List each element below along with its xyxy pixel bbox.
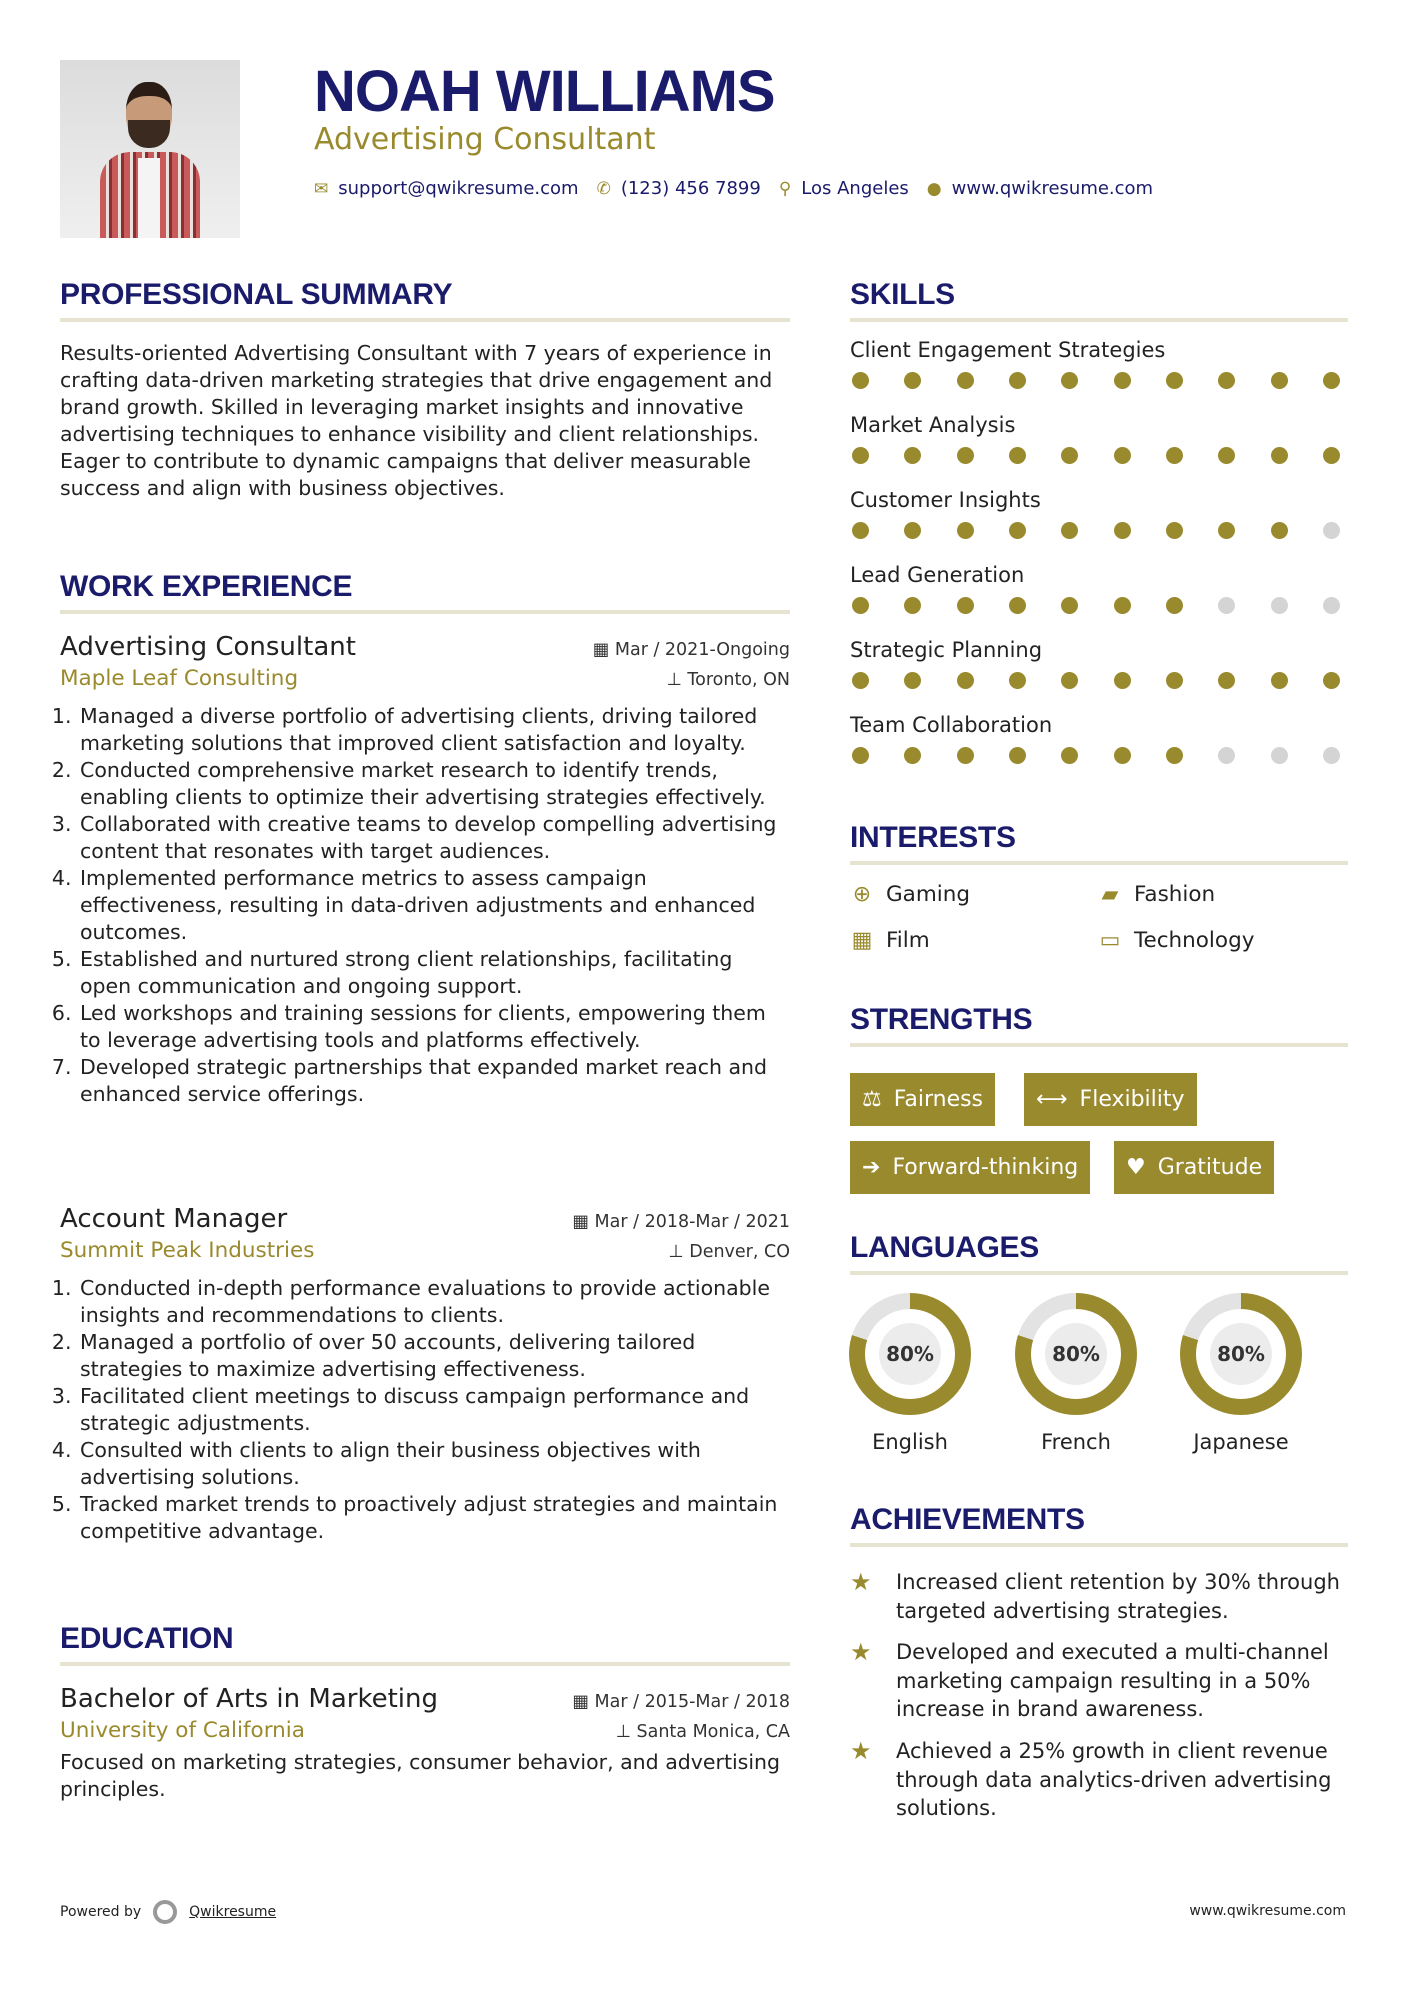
rating-dot <box>1218 372 1235 389</box>
rating-dot <box>957 672 974 689</box>
rating-dot <box>1218 522 1235 539</box>
divider <box>850 1271 1348 1275</box>
skill-rating <box>852 672 1340 689</box>
skill-label: Client Engagement Strategies <box>850 338 1166 362</box>
profile-photo <box>60 60 240 238</box>
divider <box>850 1043 1348 1047</box>
envelope-icon: ✉ <box>314 178 329 199</box>
skill-rating <box>852 747 1340 764</box>
rating-dot <box>1271 672 1288 689</box>
footer-powered-by <box>60 1900 276 1924</box>
strength-badge <box>850 1073 995 1126</box>
language-percent: 80% <box>1045 1323 1107 1385</box>
rating-dot <box>1114 522 1131 539</box>
rating-dot <box>904 597 921 614</box>
rating-dot <box>1114 597 1131 614</box>
interest-label: Gaming <box>886 882 971 907</box>
divider <box>850 861 1348 865</box>
school-name: University of California <box>60 1718 305 1743</box>
rating-dot <box>1009 672 1026 689</box>
arrow-right-icon: ➔ <box>862 1155 881 1180</box>
skill-item <box>850 563 1348 638</box>
section-heading: STRENGTHS <box>850 1003 1033 1036</box>
section-heading: PROFESSIONAL SUMMARY <box>60 278 453 311</box>
rating-dot <box>1218 447 1235 464</box>
rating-dot <box>1323 747 1340 764</box>
rating-dot <box>1009 522 1026 539</box>
strength-badge <box>1024 1073 1197 1126</box>
list-item: 1. Managed a diverse portfolio of advertising clients, driving tailored marketing solutions that improved client satisfaction and loyalty. <box>78 703 790 757</box>
job-duties <box>60 1275 790 1545</box>
skills-list <box>850 338 1348 788</box>
rating-dot <box>852 747 869 764</box>
achievement-item <box>850 1568 1350 1625</box>
rating-dot <box>1271 372 1288 389</box>
language-percent: 80% <box>879 1323 941 1385</box>
laptop-icon: ▭ <box>1099 928 1121 953</box>
skill-rating <box>852 447 1340 464</box>
rating-dot <box>1009 747 1026 764</box>
job-entry <box>60 632 790 1108</box>
phone-icon: ✆ <box>596 178 611 199</box>
interest-gaming <box>850 882 970 907</box>
skills-section <box>850 278 1348 788</box>
divider <box>60 318 790 322</box>
shopping-bag-icon: ▰ <box>1101 882 1119 907</box>
skill-item <box>850 713 1348 788</box>
strength-label: Flexibility <box>1079 1087 1185 1112</box>
rating-dot <box>1009 372 1026 389</box>
footer-url[interactable]: www.qwikresume.com <box>1189 1903 1346 1919</box>
phone-text: (123) 456 7899 <box>620 178 761 199</box>
rating-dot <box>1218 597 1235 614</box>
skill-item <box>850 413 1348 488</box>
language-ring <box>1180 1293 1302 1415</box>
list-item: 3. Facilitated client meetings to discuss campaign performance and strategic adjustments. <box>78 1383 790 1437</box>
skill-rating <box>852 522 1340 539</box>
skill-label: Strategic Planning <box>850 638 1043 662</box>
strength-badge <box>1114 1141 1274 1194</box>
rating-dot <box>1061 522 1078 539</box>
rating-dot <box>1114 372 1131 389</box>
film-icon: ▦ <box>851 928 873 953</box>
education-section <box>60 1622 790 1803</box>
rating-dot <box>904 447 921 464</box>
globe-icon: ● <box>926 178 942 199</box>
list-item: 4. Consulted with clients to align their business objectives with advertising solutions. <box>78 1437 790 1491</box>
list-item: 7. Developed strategic partnerships that expanded market reach and enhanced service offerings. <box>78 1054 790 1108</box>
rating-dot <box>1166 747 1183 764</box>
interest-technology <box>1098 928 1254 953</box>
rating-dot <box>1323 447 1340 464</box>
language-percent: 80% <box>1210 1323 1272 1385</box>
achievement-text: Developed and executed a multi-channel marketing campaign resulting in a 50% increase in brand awareness. <box>896 1640 1329 1721</box>
list-item: 3. Collaborated with creative teams to develop compelling advertising content that resonates with target audiences. <box>78 811 790 865</box>
job-location: Denver, CO <box>689 1242 790 1262</box>
strength-badge <box>850 1141 1090 1194</box>
job-date: Mar / 2018-Mar / 2021 <box>594 1212 790 1232</box>
job-title: Advertising Consultant <box>60 632 356 662</box>
summary-section <box>60 278 790 502</box>
star-icon: ★ <box>850 1638 872 1666</box>
achievement-text: Achieved a 25% growth in client revenue through data analytics-driven advertising solutions. <box>896 1739 1332 1820</box>
list-item: 5. Tracked market trends to proactively adjust strategies and maintain competitive advantage. <box>78 1491 790 1545</box>
skill-item <box>850 488 1348 563</box>
company-name: Maple Leaf Consulting <box>60 666 299 691</box>
section-heading: SKILLS <box>850 278 955 311</box>
skill-label: Team Collaboration <box>850 713 1053 737</box>
interest-label: Film <box>886 928 930 953</box>
pin-icon: ⊥ <box>666 670 688 690</box>
strength-label: Fairness <box>893 1087 984 1112</box>
rating-dot <box>1218 672 1235 689</box>
list-item: 2. Managed a portfolio of over 50 accounts, delivering tailored strategies to maximize advertising effectiveness. <box>78 1329 790 1383</box>
rating-dot <box>852 672 869 689</box>
rating-dot <box>1061 672 1078 689</box>
company-name: Summit Peak Industries <box>60 1238 315 1263</box>
rating-dot <box>1061 447 1078 464</box>
rating-dot <box>1114 447 1131 464</box>
strengths-section <box>850 1003 1348 1047</box>
divider <box>850 318 1348 322</box>
strength-label: Forward-thinking <box>892 1155 1079 1180</box>
job-location: Toronto, ON <box>687 670 790 690</box>
skill-item <box>850 638 1348 713</box>
interest-label: Technology <box>1134 928 1255 953</box>
rating-dot <box>1166 372 1183 389</box>
rating-dot <box>957 372 974 389</box>
candidate-title: Advertising Consultant <box>314 122 656 157</box>
skill-rating <box>852 597 1340 614</box>
rating-dot <box>1323 522 1340 539</box>
divider <box>60 610 790 614</box>
language-ring <box>1015 1293 1137 1415</box>
rating-dot <box>1271 522 1288 539</box>
rating-dot <box>1271 747 1288 764</box>
divider <box>60 1662 790 1666</box>
rating-dot <box>904 372 921 389</box>
arrows-h-icon: ⟷ <box>1036 1087 1068 1112</box>
rating-dot <box>852 522 869 539</box>
list-item: 6. Led workshops and training sessions for clients, empowering them to leverage advertising tools and platforms effectively. <box>78 1000 790 1054</box>
rating-dot <box>1323 597 1340 614</box>
section-heading: WORK EXPERIENCE <box>60 570 353 603</box>
education-date: Mar / 2015-Mar / 2018 <box>594 1692 790 1712</box>
interest-fashion <box>1098 882 1215 907</box>
strength-label: Gratitude <box>1157 1155 1263 1180</box>
rating-dot <box>1166 672 1183 689</box>
heart-icon: ♥ <box>1126 1155 1146 1180</box>
achievements-section <box>850 1503 1348 1547</box>
job-date: Mar / 2021-Ongoing <box>614 640 790 660</box>
email-link[interactable]: support@qwikresume.com <box>338 178 579 199</box>
list-item: 1. Conducted in-depth performance evaluations to provide actionable insights and recommendations to clients. <box>78 1275 790 1329</box>
language-label: French <box>1041 1430 1111 1454</box>
rating-dot <box>1271 597 1288 614</box>
rating-dot <box>1061 372 1078 389</box>
section-heading: EDUCATION <box>60 1622 234 1655</box>
rating-dot <box>1166 597 1183 614</box>
summary-text: Results-oriented Advertising Consultant with 7 years of experience in crafting data-driven marketing strategies that drive engagement and brand growth. Skilled in leveraging market insights and innovative advertising techniques to enhance visibility and client relationships. Eager to contribute to dynamic campaigns that deliver measurable success and align with business objectives. <box>60 341 773 500</box>
degree-title: Bachelor of Arts in Marketing <box>60 1684 438 1714</box>
balance-scale-icon: ⚖ <box>862 1087 882 1112</box>
education-description: Focused on marketing strategies, consumer behavior, and advertising principles. <box>60 1750 781 1801</box>
calendar-icon: ▦ <box>572 1212 595 1232</box>
skill-item <box>850 338 1348 413</box>
location-text: Los Angeles <box>801 178 909 199</box>
experience-section <box>60 570 790 1108</box>
rating-dot <box>1061 747 1078 764</box>
achievement-text: Increased client retention by 30% through targeted advertising strategies. <box>896 1570 1340 1623</box>
calendar-icon: ▦ <box>572 1692 595 1712</box>
pin-icon: ⊥ <box>615 1722 637 1742</box>
rating-dot <box>1114 747 1131 764</box>
education-location: Santa Monica, CA <box>636 1722 790 1742</box>
candidate-name: NOAH WILLIAMS <box>314 59 775 124</box>
rating-dot <box>1323 372 1340 389</box>
skill-label: Customer Insights <box>850 488 1041 512</box>
job-duties <box>60 703 790 1108</box>
rating-dot <box>1166 447 1183 464</box>
interest-label: Fashion <box>1134 882 1216 907</box>
job-entry <box>60 1204 790 1545</box>
interests-section <box>850 821 1348 865</box>
rating-dot <box>1271 447 1288 464</box>
skill-label: Lead Generation <box>850 563 1025 587</box>
calendar-icon: ▦ <box>592 640 615 660</box>
achievement-item <box>850 1737 1350 1823</box>
pin-icon: ⊥ <box>668 1242 690 1262</box>
job-title: Account Manager <box>60 1204 288 1234</box>
rating-dot <box>957 447 974 464</box>
language-ring <box>849 1293 971 1415</box>
skill-rating <box>852 372 1340 389</box>
languages-section <box>850 1231 1348 1275</box>
section-heading: ACHIEVEMENTS <box>850 1503 1085 1536</box>
qwikresume-logo-icon <box>153 1900 177 1924</box>
website-link[interactable]: www.qwikresume.com <box>951 178 1154 199</box>
language-label: English <box>872 1430 948 1454</box>
section-heading: LANGUAGES <box>850 1231 1039 1264</box>
rating-dot <box>852 372 869 389</box>
list-item: 2. Conducted comprehensive market research to identify trends, enabling clients to optimize their advertising strategies effectively. <box>78 757 790 811</box>
rating-dot <box>904 672 921 689</box>
star-icon: ★ <box>850 1568 872 1596</box>
rating-dot <box>852 447 869 464</box>
rating-dot <box>1114 672 1131 689</box>
rating-dot <box>1009 597 1026 614</box>
star-icon: ★ <box>850 1737 872 1765</box>
rating-dot <box>1323 672 1340 689</box>
achievement-item <box>850 1638 1350 1724</box>
rating-dot <box>852 597 869 614</box>
map-marker-icon: ⚲ <box>778 178 792 199</box>
rating-dot <box>957 747 974 764</box>
brand-link[interactable]: Qwikresume <box>189 1904 277 1920</box>
interest-film <box>850 928 930 953</box>
rating-dot <box>957 597 974 614</box>
contact-bar <box>314 178 1153 199</box>
rating-dot <box>904 522 921 539</box>
gamepad-icon: ⊕ <box>852 882 872 907</box>
section-heading: INTERESTS <box>850 821 1016 854</box>
rating-dot <box>1218 747 1235 764</box>
language-label: Japanese <box>1193 1430 1289 1454</box>
list-item: 4. Implemented performance metrics to assess campaign effectiveness, resulting in data-driven adjustments and enhanced outcomes. <box>78 865 790 946</box>
list-item: 5. Established and nurtured strong client relationships, facilitating open communication and ongoing support. <box>78 946 790 1000</box>
powered-by-text: Powered by <box>60 1904 142 1920</box>
rating-dot <box>1166 522 1183 539</box>
rating-dot <box>957 522 974 539</box>
rating-dot <box>904 747 921 764</box>
rating-dot <box>1009 447 1026 464</box>
skill-label: Market Analysis <box>850 413 1016 437</box>
rating-dot <box>1061 597 1078 614</box>
divider <box>850 1543 1348 1547</box>
